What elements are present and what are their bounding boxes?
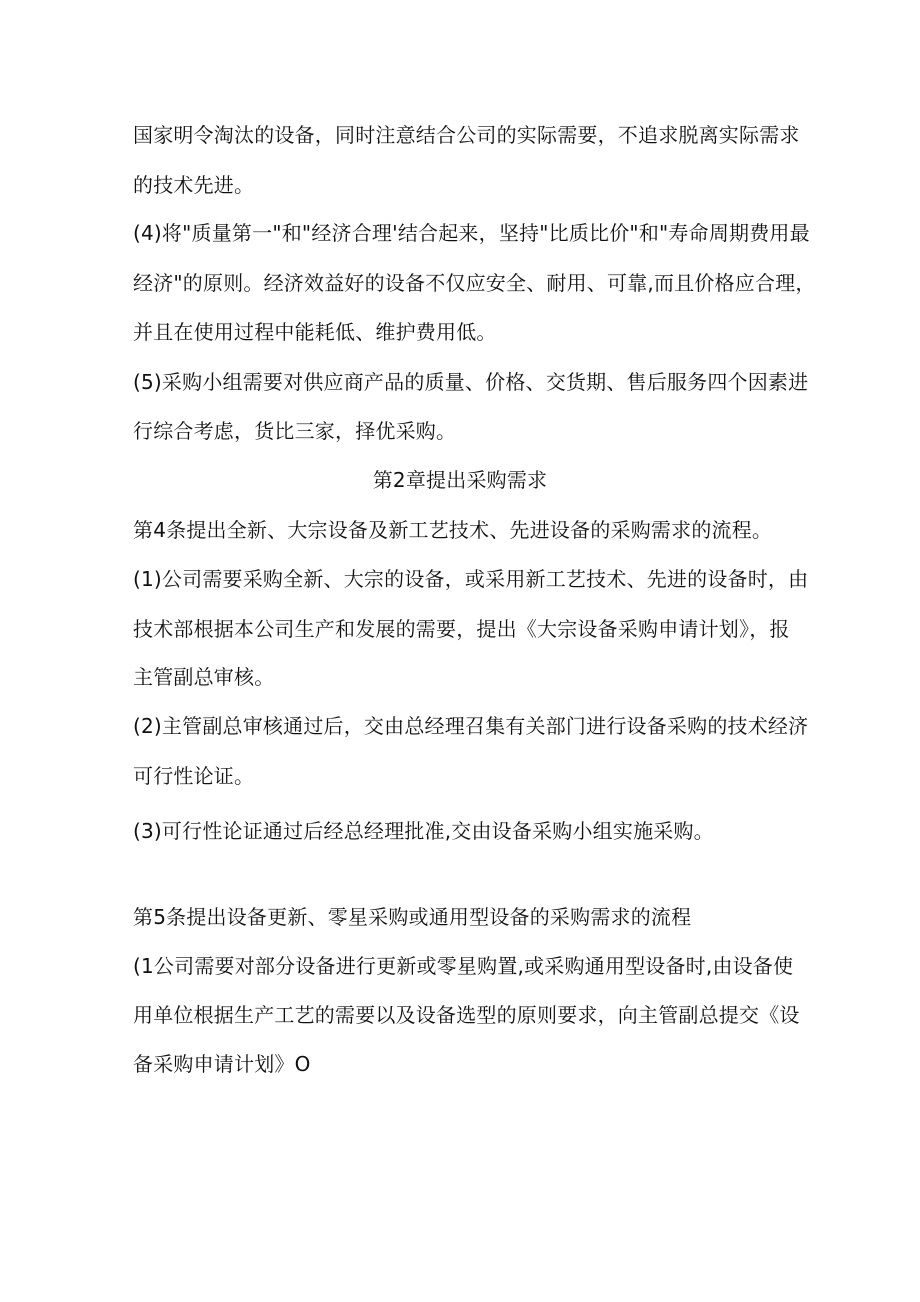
article-4-item-2-line-1: (2)主管副总审核通过后，交由总经理召集有关部门进行设备采购的技术经济 xyxy=(133,714,809,738)
article-4-item-3: (3)可行性论证通过后经总经理批准,交由设备采购小组实施采购。 xyxy=(133,819,714,843)
article-4-item-1-line-2: 技术部根据本公司生产和发展的需要，提出《大宗设备采购申请计划》，报 xyxy=(133,617,790,641)
article-4-item-2-line-2: 可行性论证。 xyxy=(133,764,255,788)
item-4-line-3: 并且在使用过程中能耗低、维护费用低。 xyxy=(133,320,497,344)
article-4-item-1-line-1: (1)公司需要采购全新、大宗的设备，或采用新工艺技术、先进的设备时，由 xyxy=(133,567,809,591)
article-4-item-1-line-3: 主管副总审核。 xyxy=(133,665,275,689)
item-5-line-1: (5)采购小组需要对供应商产品的质量、价格、交货期、售后服务四个因素进 xyxy=(133,370,809,394)
article-5-item-1-line-3: 备采购申请计划》O xyxy=(133,1052,311,1076)
article-5-item-1-line-2: 用单位根据生产工艺的需要以及设备选型的原则要求，向主管副总提交《设 xyxy=(133,1003,800,1027)
chapter-heading: 第2章提出采购需求 xyxy=(372,468,548,492)
item-4-line-1: (4)将"质量第一"和"经济合理'结合起来，坚持"比质比价"和"寿命周期费用最 xyxy=(133,221,810,245)
item-5-line-2: 行综合考虑，货比三家，择优采购。 xyxy=(133,419,457,443)
paragraph-3-line-1: 国家明令淘汰的设备，同时注意结合公司的实际需要，不追求脱离实际需求 xyxy=(133,123,800,147)
paragraph-3-line-2: 的技术先进。 xyxy=(133,173,255,197)
article-5-title: 第5条提出设备更新、零星采购或通用型设备的采购需求的流程 xyxy=(133,905,692,929)
item-4-line-2: 经济"的原则。经济效益好的设备不仅应安全、耐用、可靠,而且价格应合理， xyxy=(133,271,816,295)
article-4-title: 第4条提出全新、大宗设备及新工艺技术、先进设备的采购需求的流程。 xyxy=(133,518,773,542)
article-5-item-1-line-1: (1公司需要对部分设备进行更新或零星购置,或采购通用型设备时,由设备使 xyxy=(133,954,794,978)
